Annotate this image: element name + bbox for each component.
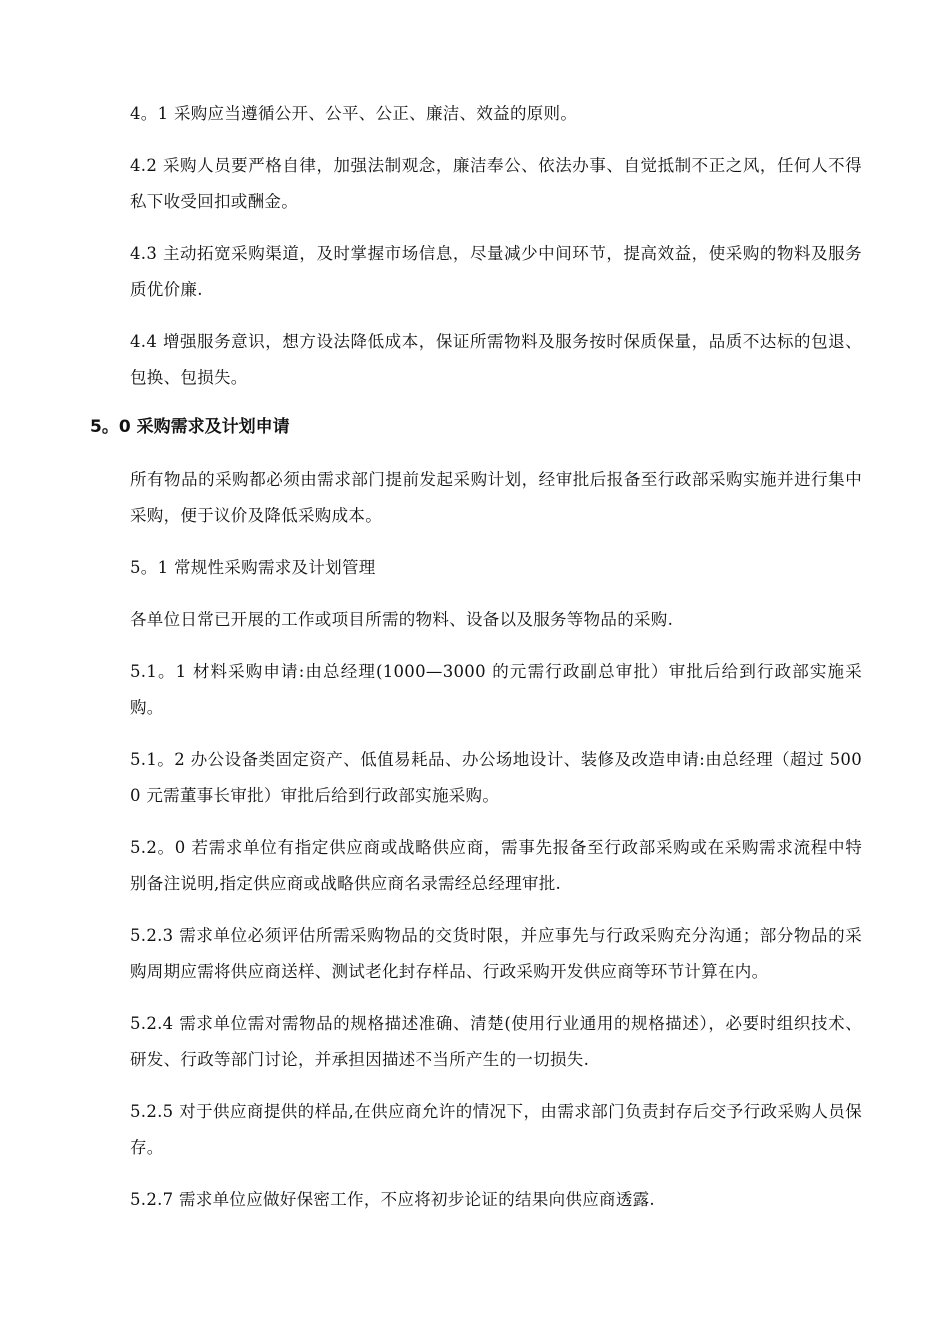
para-5-1-2: 5.1。2 办公设备类固定资产、低值易耗品、办公场地设计、装修及改造申请:由总经理（超过 5000 元需董事长审批）审批后给到行政部实施采购。	[130, 750, 862, 805]
para-5-1-desc: 各单位日常已开展的工作或项目所需的物料、设备以及服务等物品的采购.	[130, 610, 674, 629]
para-5-intro: 所有物品的采购都必须由需求部门提前发起采购计划，经审批后报备至行政部采购实施并进行集中采购，便于议价及降低采购成本。	[130, 470, 862, 525]
heading-5-0: 5。0 采购需求及计划申请	[90, 417, 290, 437]
para-5-1-1: 5.1。1 材料采购申请:由总经理(1000—3000 的元需行政副总审批）审批后给到行政部实施采购。	[130, 662, 862, 717]
para-5-2-4: 5.2.4 需求单位需对需物品的规格描述准确、清楚(使用行业通用的规格描述），必要时组织技术、研发、行政等部门讨论，并承担因描述不当所产生的一切损失.	[130, 1014, 862, 1069]
para-5-2-7: 5.2.7 需求单位应做好保密工作，不应将初步论证的结果向供应商透露.	[130, 1190, 655, 1209]
para-4-4: 4.4 增强服务意识，想方设法降低成本，保证所需物料及服务按时保质保量，品质不达标的包退、包换、包损失。	[130, 332, 862, 387]
para-4-3: 4.3 主动拓宽采购渠道，及时掌握市场信息，尽量减少中间环节，提高效益，使采购的物料及服务质优价廉.	[130, 244, 862, 299]
para-5-1: 5。1 常规性采购需求及计划管理	[130, 558, 376, 577]
para-5-2-0: 5.2。0 若需求单位有指定供应商或战略供应商，需事先报备至行政部采购或在采购需求流程中特别备注说明,指定供应商或战略供应商名录需经总经理审批.	[130, 838, 862, 893]
para-5-2-5: 5.2.5 对于供应商提供的样品,在供应商允许的情况下，由需求部门负责封存后交予行政采购人员保存。	[130, 1102, 862, 1157]
document-body	[90, 96, 862, 1234]
para-4-2: 4.2 采购人员要严格自律，加强法制观念，廉洁奉公、依法办事、自觉抵制不正之风，任何人不得私下收受回扣或酬金。	[130, 156, 862, 211]
para-5-2-3: 5.2.3 需求单位必须评估所需采购物品的交货时限，并应事先与行政采购充分沟通；部分物品的采购周期应需将供应商送样、测试老化封存样品、行政采购开发供应商等环节计算在内。	[130, 926, 862, 981]
para-4-1: 4。1 采购应当遵循公开、公平、公正、廉洁、效益的原则。	[130, 104, 578, 123]
